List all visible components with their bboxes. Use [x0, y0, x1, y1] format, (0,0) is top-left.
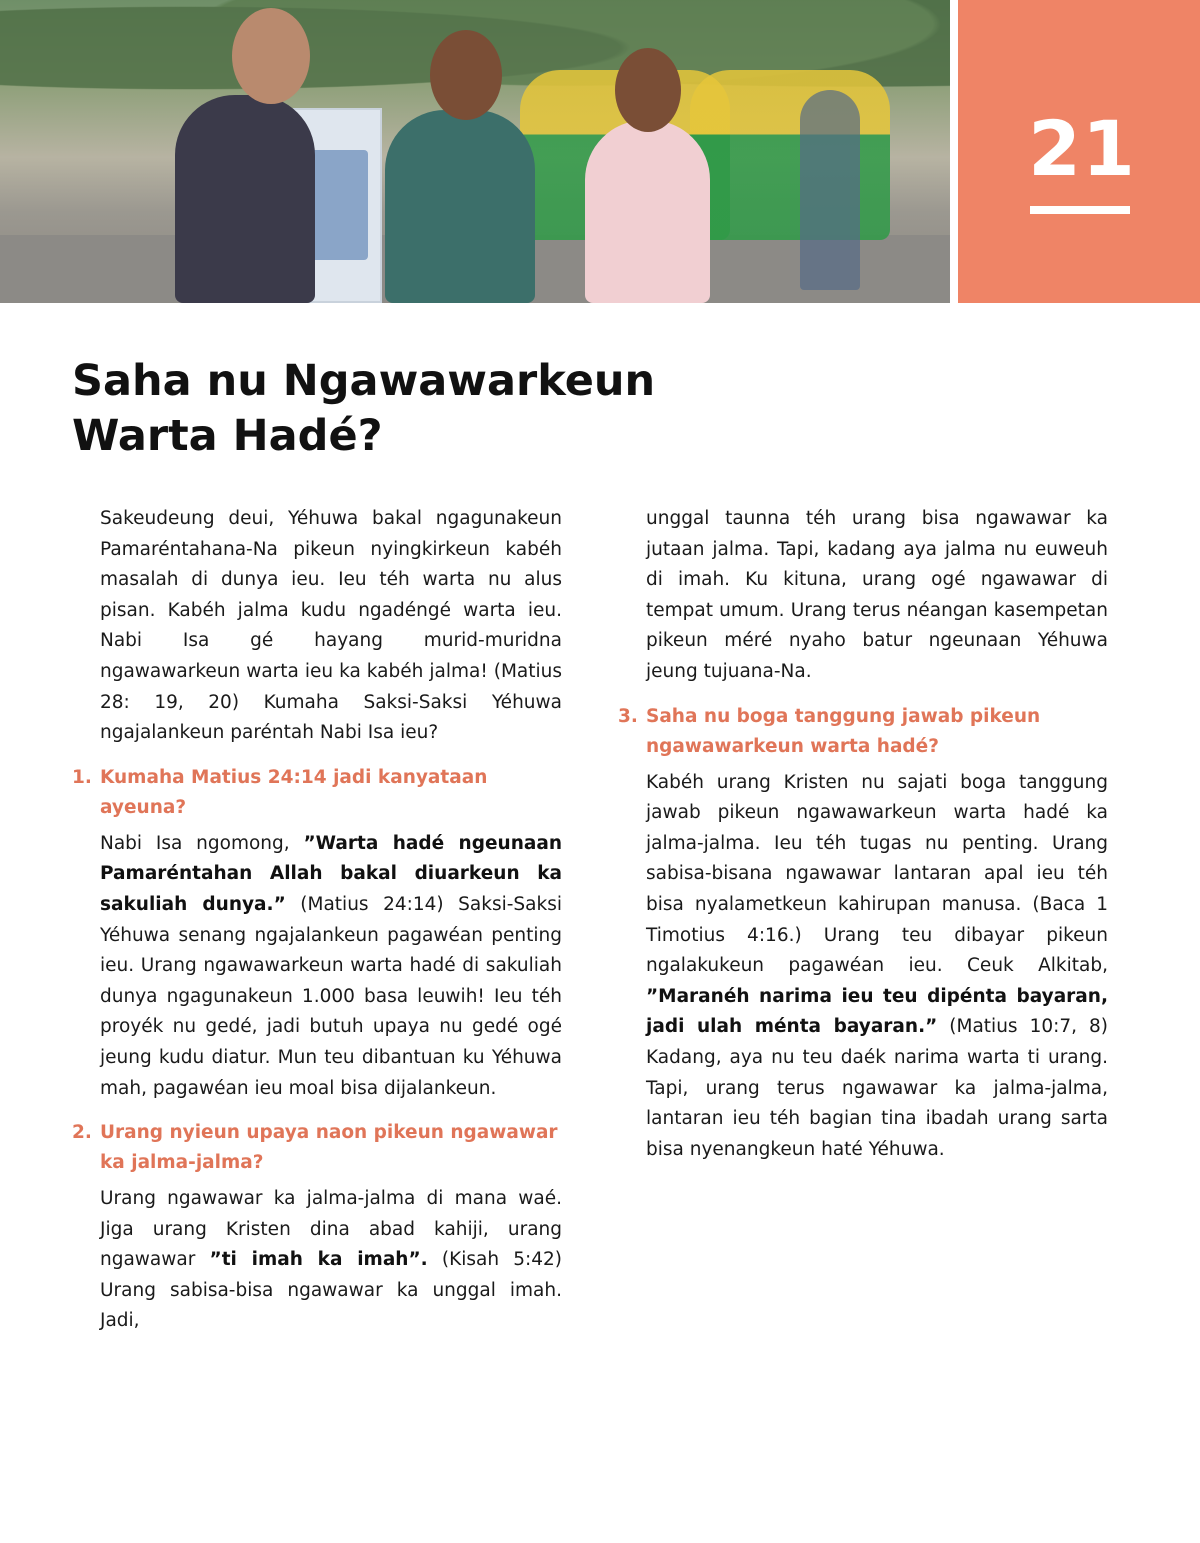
answer-3-paragraph	[618, 768, 1108, 1166]
answer-1-paragraph	[72, 829, 562, 1104]
title-line-1: Saha nu Ngawawarkeun	[72, 356, 656, 406]
question-3	[618, 702, 1108, 762]
question-2	[72, 1118, 562, 1178]
person-woman-left	[175, 95, 315, 303]
question-1	[72, 763, 562, 823]
question-text: Urang nyieun upaya naon pikeun ngawawar ka jalma-jalma?	[100, 1122, 558, 1174]
passerby	[800, 90, 860, 290]
bold-quote: ”ti imah ka imah”.	[209, 1249, 428, 1271]
head	[430, 30, 502, 120]
head	[232, 8, 310, 104]
right-column	[618, 504, 1108, 1165]
question-number: 3.	[618, 705, 638, 727]
left-column	[72, 504, 562, 1337]
page-title	[72, 354, 772, 464]
answer-text: (Matius 10:7, 8) Kadang, aya nu teu daék narima warta ti urang. Tapi, urang terus ngawawar ka jalma-jalma, lantaran ieu téh bagian tina ibadah urang sarta bisa nyenangkeun haté Yéhuwa.	[646, 1016, 1108, 1160]
person-man-right	[585, 120, 710, 303]
question-number: 1.	[72, 766, 92, 788]
question-text: Saha nu boga tanggung jawab pikeun ngawawarkeun warta hadé?	[646, 705, 1041, 757]
auto-rickshaw	[690, 70, 890, 240]
answer-text: (Matius 24:14) Saksi-Saksi Yéhuwa senang ngajalankeun pagawéan penting ieu. Urang ngawawarkeun warta hadé di sakuliah dunya ngagunakeun 1.000 basa leuwih! Ieu téh proyék nu gedé, jadi butuh upaya nu gedé ogé jeung kudu diatur. Mun teu dibantuan ku Yéhuwa mah, pagawéan ieu moal bisa dijalankeun.	[100, 893, 563, 1099]
question-text: Kumaha Matius 24:14 jadi kanyataan ayeuna?	[100, 766, 488, 818]
answer-2-paragraph	[72, 1184, 562, 1337]
intro-paragraph: Sakeudeung deui, Yéhuwa bakal ngagunakeun Pamaréntahana-Na pikeun nyingkirkeun kabéh masalah di dunya ieu. Ieu téh warta nu alus pisan. Kabéh jalma kudu ngadéngé warta ieu. Nabi Isa gé hayang murid-muridna ngawawarkeun warta ieu ka kabéh jalma! (Matius 28: 19, 20) Kumaha Saksi-Saksi Yéhuwa ngajalankeun paréntah Nabi Isa ieu?	[100, 508, 562, 744]
bold-quote: ”Warta hadé ngeunaan Pamaréntahan Allah bakal diuarkeun ka sakuliah dunya.”	[100, 832, 563, 915]
chapter-tab	[958, 0, 1200, 303]
bold-quote: ”Maranéh narima ieu teu dipénta bayaran, jadi ulah ménta bayaran.”	[646, 985, 1108, 1038]
title-line-2: Warta Hadé?	[72, 411, 383, 461]
question-number: 2.	[72, 1122, 92, 1144]
answer-text: Nabi Isa ngomong,	[100, 832, 304, 854]
answer-text: Urang ngawawar ka jalma-jalma di mana waé. Jiga urang Kristen dina abad kahiji, urang ngawawar	[100, 1188, 562, 1271]
chapter-underline	[1030, 206, 1130, 214]
head	[615, 48, 681, 132]
street-witnessing-photo	[0, 0, 950, 303]
chapter-number: 21	[1028, 104, 1136, 193]
person-woman-center	[385, 110, 535, 303]
answer-text: Kabéh urang Kristen nu sajati boga tanggung jawab pikeun ngawawarkeun warta hadé ka jalma-jalma. Ieu téh tugas nu penting. Urang sabisa-bisana ngawawar lantaran apal ieu téh bisa nyalametkeun kahirupan manusa. (Baca 1 Timotius 4:16.) Urang teu dibayar pikeun ngalakukeun pagawéan ieu. Ceuk Alkitab,	[646, 771, 1108, 977]
answer-2-continued: unggal taunna téh urang bisa ngawawar ka jutaan jalma. Tapi, kadang aya jalma nu euweuh di imah. Ku kituna, urang ogé ngawawar di tempat umum. Urang terus néangan kasempetan pikeun méré nyaho batur ngeunaan Yéhuwa jeung tujuana-Na.	[646, 508, 1108, 682]
answer-text: (Kisah 5:42) Urang sabisa-bisa ngawawar ka unggal imah. Jadi,	[100, 1249, 563, 1332]
